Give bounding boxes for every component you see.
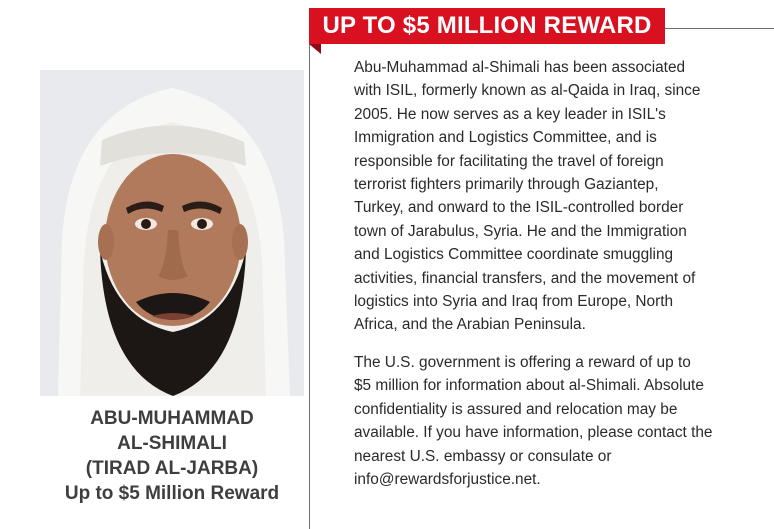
portrait-image xyxy=(40,70,304,396)
description-paragraph-2 xyxy=(354,351,772,491)
portrait-caption xyxy=(30,406,314,506)
paragraph-1-line: and Logistics Committee coordinate smuggling xyxy=(354,246,674,264)
paragraph-2-line: nearest U.S. embassy or consulate or xyxy=(354,447,612,465)
paragraph-1-line: 2005. He now serves as a key leader in ISIL's xyxy=(354,105,666,123)
caption-reward: Up to $5 Million Reward xyxy=(64,483,280,504)
paragraph-1-line: Africa, and the Arabian Peninsula. xyxy=(354,316,586,334)
paragraph-1-line: Immigration and Logistics Committee, and is xyxy=(354,129,657,147)
reward-description xyxy=(354,56,772,491)
paragraph-2-line: available. If you have information, please contact the xyxy=(354,424,713,442)
description-paragraph-1 xyxy=(354,56,772,337)
suspect-portrait xyxy=(40,70,304,396)
paragraph-1-line: logistics into Syria and Iraq from Europe, North xyxy=(354,293,674,311)
paragraph-1-line: Abu-Muhammad al-Shimali has been associated xyxy=(354,59,686,76)
paragraph-1-line: town of Jarabulus, Syria. He and the Immigration xyxy=(354,222,687,240)
paragraph-2-line: confidentiality is assured and relocation may be xyxy=(354,400,678,418)
paragraph-2-line: The U.S. government is offering a reward of up to xyxy=(354,353,691,371)
contact-email: info@rewardsforjustice.net. xyxy=(354,470,541,488)
paragraph-2-line: $5 million for information about al-Shimali. Absolute xyxy=(354,377,704,395)
paragraph-1-line: Turkey, and onward to the ISIL-controlled border xyxy=(354,199,684,217)
paragraph-1-line: with ISIL, formerly known as al-Qaida in Iraq, since xyxy=(354,82,701,100)
reward-banner: UP TO $5 MILLION REWARD xyxy=(309,8,665,44)
caption-name: ABU-MUHAMMAD xyxy=(90,408,254,429)
banner-fold xyxy=(309,44,321,54)
paragraph-1-line: terrorist fighters primarily through Gaziantep, xyxy=(354,176,659,194)
paragraph-1-line: activities, financial transfers, and the movement of xyxy=(354,269,696,287)
paragraph-1-line: responsible for facilitating the travel of foreign xyxy=(354,152,664,170)
caption-surname: AL-SHIMALI xyxy=(117,433,227,454)
caption-alias: (TIRAD AL-JARBA) xyxy=(85,458,259,479)
